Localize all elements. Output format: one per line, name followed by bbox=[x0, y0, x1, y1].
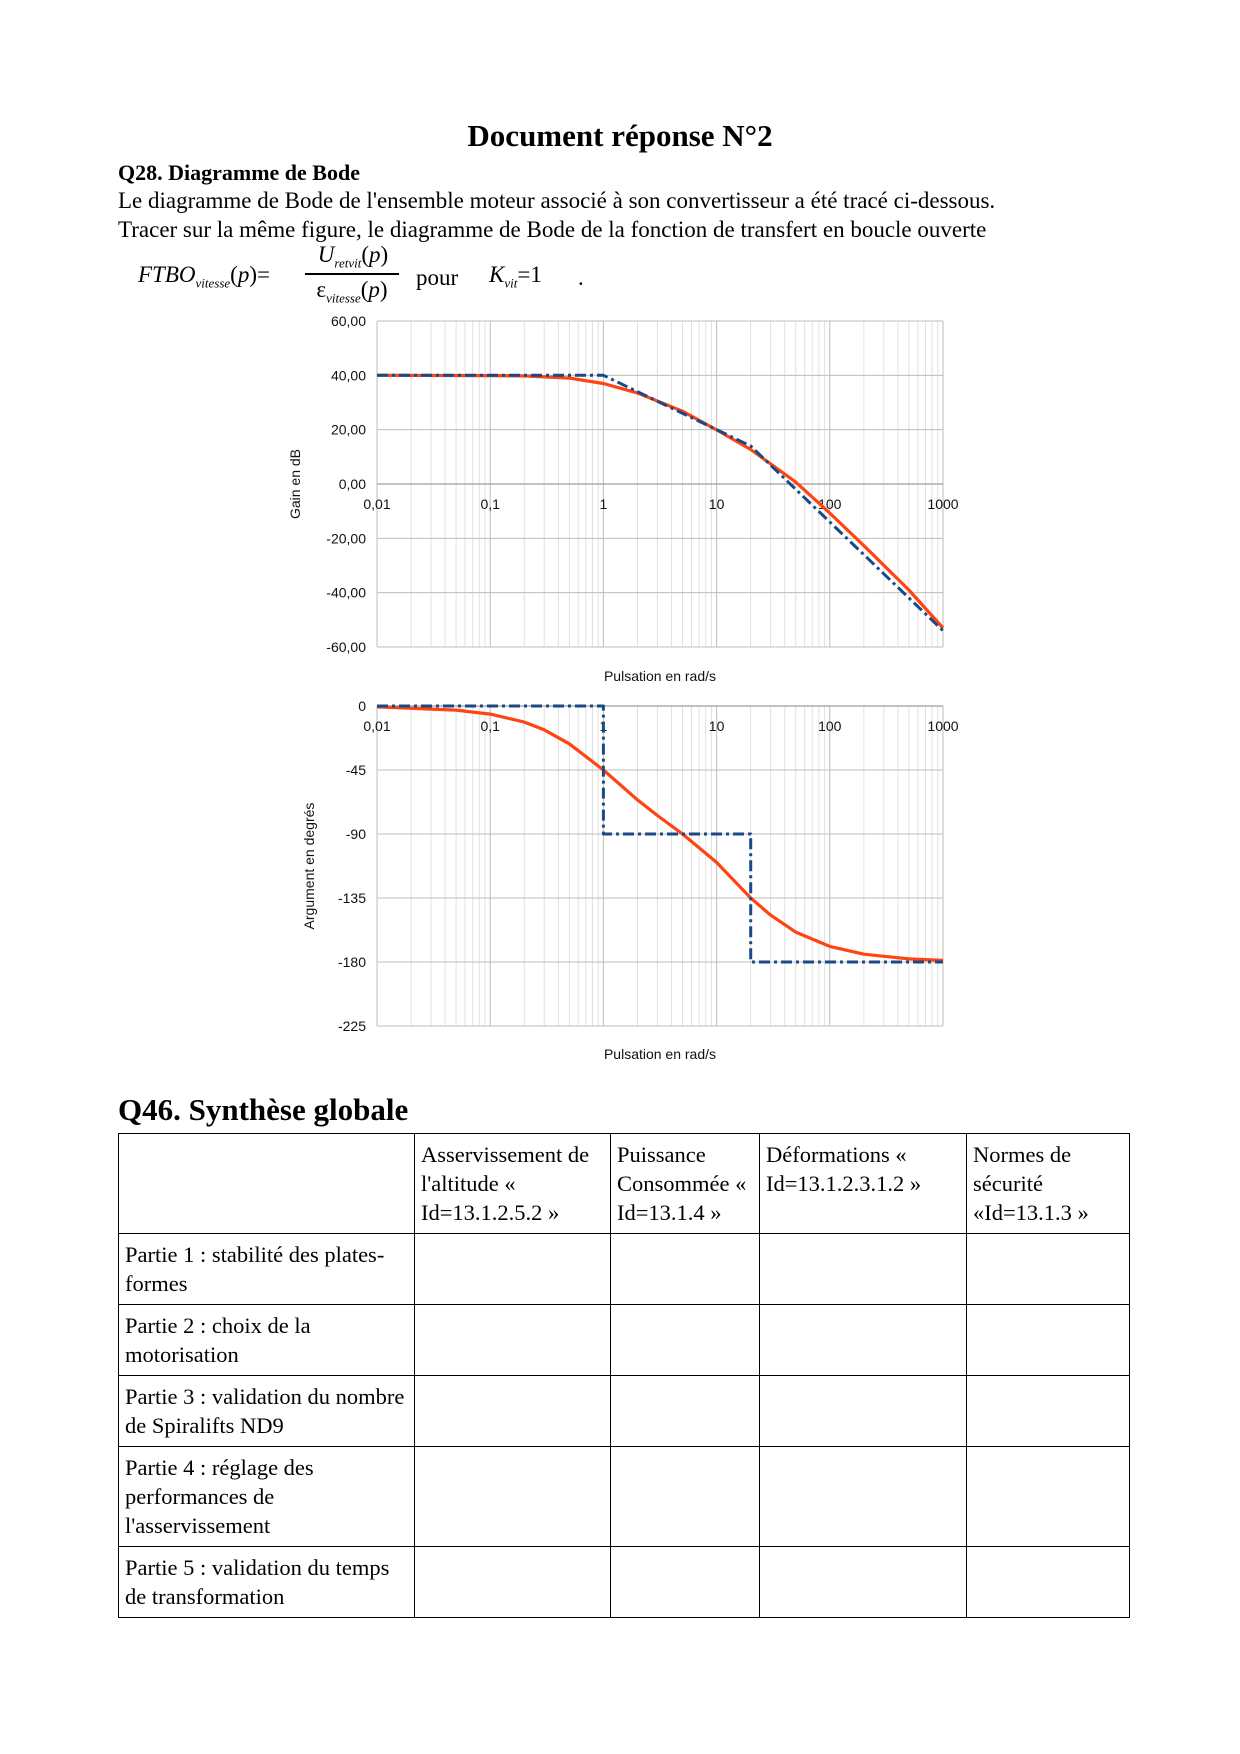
phase-x-tick-label: 0,1 bbox=[480, 718, 500, 734]
phase-x-tick-label: 0,01 bbox=[363, 718, 391, 734]
page-title: Document réponse N°2 bbox=[467, 118, 773, 153]
synthesis-row-label: Partie 2 : choix de la motorisation bbox=[119, 1305, 415, 1376]
synthesis-table-row bbox=[119, 1547, 1130, 1618]
synthesis-table-row bbox=[119, 1447, 1130, 1547]
synthesis-answer-cell[interactable] bbox=[415, 1547, 611, 1618]
gain-y-axis-label: Gain en dB bbox=[287, 448, 303, 520]
formula-den-sub: vitesse bbox=[326, 290, 361, 306]
gain-solid-series-line bbox=[377, 375, 943, 628]
synthesis-table-row bbox=[119, 1376, 1130, 1447]
synthesis-table-row bbox=[119, 1234, 1130, 1305]
formula-k-value: 1 bbox=[530, 262, 542, 287]
synthesis-answer-cell[interactable] bbox=[415, 1447, 611, 1547]
phase-y-tick-label: -135 bbox=[337, 890, 366, 906]
phase-y-tick-label: 0 bbox=[358, 698, 366, 714]
gain-chart bbox=[287, 313, 959, 684]
synthesis-answer-cell[interactable] bbox=[415, 1305, 611, 1376]
synthesis-row-label: Partie 4 : réglage des performances de l'asservissement bbox=[119, 1447, 415, 1547]
gain-y-tick-label: 60,00 bbox=[330, 313, 366, 329]
gain-x-tick-label: 1 bbox=[599, 496, 608, 512]
synthesis-row-label: Partie 3 : validation du nombre de Spiralifts ND9 bbox=[119, 1376, 415, 1447]
formula-lhs-arg: p bbox=[237, 262, 250, 287]
synthesis-header-cell bbox=[119, 1134, 415, 1234]
synthesis-answer-cell[interactable] bbox=[415, 1376, 611, 1447]
synthesis-row-label: Partie 5 : validation du temps de transformation bbox=[119, 1547, 415, 1618]
synthesis-table-header-row bbox=[119, 1134, 1130, 1234]
formula-period: . bbox=[578, 265, 584, 290]
synthesis-answer-cell[interactable] bbox=[611, 1547, 760, 1618]
phase-y-tick-label: -180 bbox=[337, 954, 366, 970]
gain-y-tick-label: 20,00 bbox=[330, 421, 366, 438]
synthesis-table-row bbox=[119, 1305, 1130, 1376]
synthesis-answer-cell[interactable] bbox=[611, 1305, 760, 1376]
synthesis-answer-cell[interactable] bbox=[967, 1547, 1130, 1618]
formula-lhs-name: FTBO bbox=[138, 262, 196, 287]
phase-y-tick-label: -225 bbox=[337, 1018, 366, 1034]
phase-y-tick-label: -90 bbox=[345, 826, 366, 842]
synthesis-answer-cell[interactable] bbox=[760, 1305, 967, 1376]
gain-y-tick-label: -20,00 bbox=[326, 530, 366, 547]
gain-x-tick-label: 0,1 bbox=[480, 496, 500, 512]
phase-chart bbox=[301, 698, 959, 1062]
phase-x-tick-label: 10 bbox=[708, 718, 725, 734]
gain-y-tick-label: -40,00 bbox=[326, 584, 366, 601]
formula-word: pour bbox=[416, 265, 459, 290]
synthesis-answer-cell[interactable] bbox=[415, 1234, 611, 1305]
synthesis-answer-cell[interactable] bbox=[760, 1234, 967, 1305]
phase-y-axis-label: Argument en degrés bbox=[301, 802, 317, 930]
synthesis-answer-cell[interactable] bbox=[967, 1447, 1130, 1547]
gain-x-tick-label: 100 bbox=[818, 496, 842, 512]
synthesis-answer-cell[interactable] bbox=[967, 1376, 1130, 1447]
question-46-heading: Q46. Synthèse globale bbox=[118, 1092, 409, 1127]
gain-x-tick-label: 1000 bbox=[927, 496, 959, 512]
gain-y-tick-label: 0,00 bbox=[338, 476, 366, 492]
synthesis-answer-cell[interactable] bbox=[760, 1447, 967, 1547]
phase-x-tick-label: 1000 bbox=[927, 718, 959, 734]
formula-num-arg: p bbox=[369, 242, 381, 267]
phase-x-axis-label: Pulsation en rad/s bbox=[603, 1046, 717, 1062]
synthesis-answer-cell[interactable] bbox=[760, 1547, 967, 1618]
synthesis-header-cell: Puissance Consommée « Id=13.1.4 » bbox=[611, 1134, 760, 1234]
synthesis-answer-cell[interactable] bbox=[611, 1447, 760, 1547]
synthesis-answer-cell[interactable] bbox=[611, 1376, 760, 1447]
gain-x-tick-label: 0,01 bbox=[363, 496, 391, 512]
phase-x-tick-label: 100 bbox=[818, 718, 842, 734]
synthesis-answer-cell[interactable] bbox=[760, 1376, 967, 1447]
formula-den-name: ε bbox=[316, 277, 327, 302]
question-28-paragraph-2: Tracer sur la même figure, le diagramme de Bode de la fonction de transfert en boucle ouverte bbox=[118, 217, 987, 242]
formula-num-name: U bbox=[317, 242, 335, 267]
synthesis-header-cell: Normes de sécurité «Id=13.1.3 » bbox=[967, 1134, 1130, 1234]
gain-y-tick-label: 40,00 bbox=[330, 367, 366, 384]
gain-x-tick-label: 10 bbox=[708, 496, 725, 512]
formula-lhs-sub: vitesse bbox=[195, 275, 231, 291]
synthesis-answer-cell[interactable] bbox=[967, 1305, 1130, 1376]
question-28-paragraph-1: Le diagramme de Bode de l'ensemble moteur associé à son convertisseur a été tracé ci-dessous. bbox=[118, 188, 996, 213]
synthesis-table bbox=[118, 1133, 1130, 1618]
formula-den-arg: p bbox=[368, 277, 380, 302]
formula-num-sub: retvit bbox=[334, 255, 362, 271]
formula-k-name: K bbox=[489, 262, 505, 287]
formula-k-sub: vit bbox=[504, 275, 518, 291]
question-28-heading: Q28. Diagramme de Bode bbox=[118, 160, 360, 185]
synthesis-answer-cell[interactable] bbox=[611, 1234, 760, 1305]
gain-y-tick-label: -60,00 bbox=[326, 639, 366, 655]
phase-y-tick-label: -45 bbox=[345, 762, 366, 778]
synthesis-header-cell: Asservissement de l'altitude « Id=13.1.2.5.2 » bbox=[415, 1134, 611, 1234]
synthesis-row-label: Partie 1 : stabilité des plates-formes bbox=[119, 1234, 415, 1305]
phase-x-tick-label: 1 bbox=[599, 718, 608, 734]
synthesis-answer-cell[interactable] bbox=[967, 1234, 1130, 1305]
synthesis-header-cell: Déformations « Id=13.1.2.3.1.2 » bbox=[760, 1134, 967, 1234]
gain-x-axis-label: Pulsation en rad/s bbox=[603, 668, 717, 684]
